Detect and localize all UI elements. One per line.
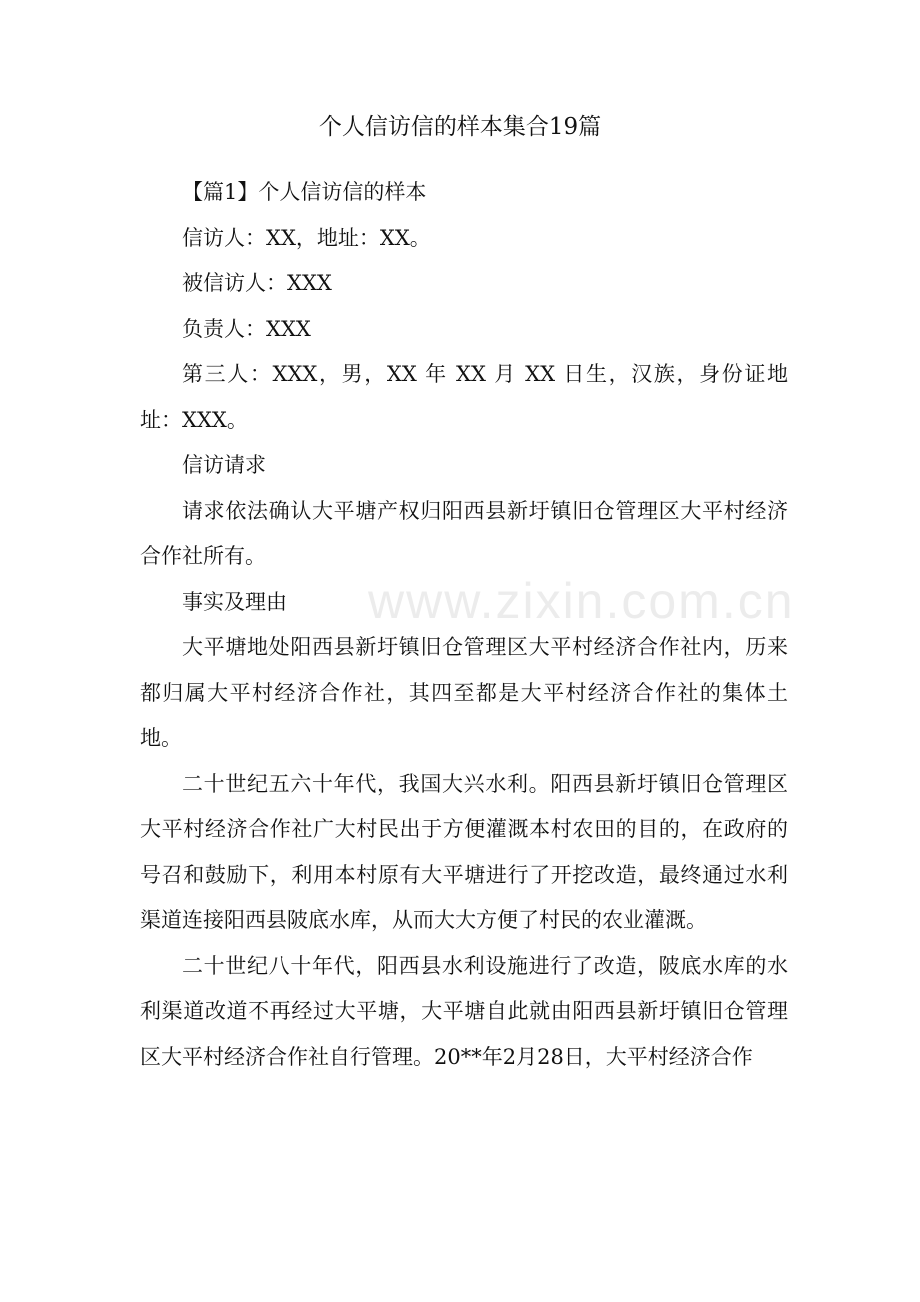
- facts-paragraph-1: 大平塘地处阳西县新圩镇旧仓管理区大平村经济合作社内，历来都归属大平村经济合作社，其四至都是大平村经济合作社的集体土地。: [140, 635, 788, 750]
- facts-paragraph-3: 二十世纪八十年代，阳西县水利设施进行了改造，陂底水库的水利渠道改道不再经过大平塘，大平塘自此就由阳西县新圩镇旧仓管理区大平村经济合作社自行管理。20**年2月28日，大平村经济合作: [140, 953, 788, 1069]
- third-party-line: 第三人：XXX，男，XX 年 XX 月 XX 日生，汉族，身份证地址：XXX。: [140, 362, 788, 432]
- request-heading: 信访请求: [182, 453, 266, 477]
- facts-heading: 事实及理由: [182, 589, 287, 614]
- section-heading-1: 【篇1】个人信访信的样本: [182, 180, 427, 204]
- responsible-person-line: 负责人：XXX: [182, 316, 311, 341]
- document-body: [140, 170, 788, 1080]
- document-title: 个人信访信的样本集合19篇: [318, 114, 602, 140]
- facts-paragraph-2: 二十世纪五六十年代，我国大兴水利。阳西县新圩镇旧仓管理区大平村经济合作社广大村民出于方便灌溉本村农田的目的，在政府的号召和鼓励下，利用本村原有大平塘进行了开挖改造，最终通过水利渠道连接阳西县陂底水库，从而大大方便了村民的农业灌溉。: [140, 771, 788, 932]
- watermark: www.zixin.com.cn: [368, 573, 795, 629]
- petitioner-line: 信访人：XX，地址：XX。: [182, 225, 431, 250]
- respondent-line: 被信访人：XXX: [182, 271, 332, 295]
- request-paragraph: 请求依法确认大平塘产权归阳西县新圩镇旧仓管理区大平村经济合作社所有。: [140, 498, 788, 568]
